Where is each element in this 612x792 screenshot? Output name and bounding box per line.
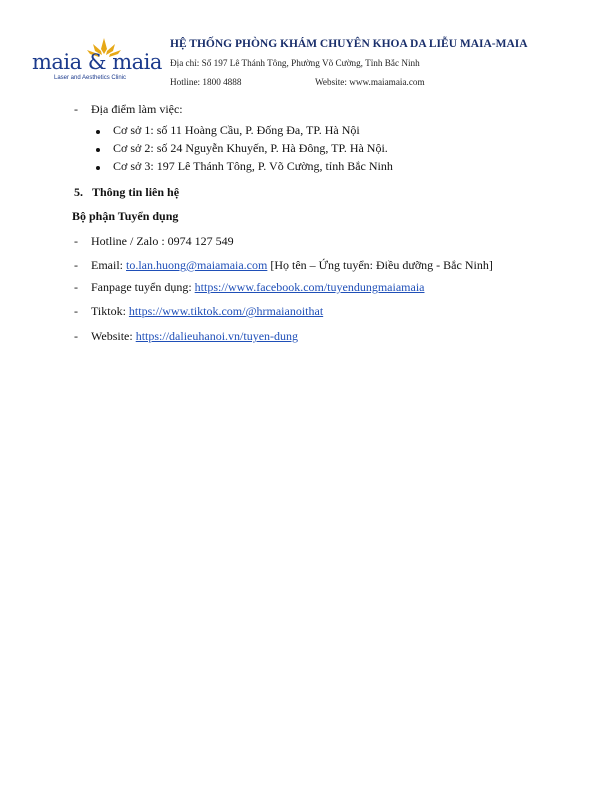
department-heading: Bộ phận Tuyển dụng (72, 209, 179, 223)
logo-subtitle: Laser and Aesthetics Clinic (54, 75, 127, 81)
website-link[interactable]: https://dalieuhanoi.vn/tuyen-dung (135, 329, 299, 343)
contact-email-row (91, 258, 493, 273)
fanpage-link[interactable]: https://www.facebook.com/tuyendungmaiamaia (194, 280, 425, 294)
contact-hotline: Hotline / Zalo : 0974 127 549 (91, 234, 234, 248)
clinic-address: Địa chỉ: Số 197 Lê Thánh Tông, Phường Võ Cường, Tỉnh Bắc Ninh (170, 58, 420, 68)
list-dash: - (74, 234, 78, 248)
list-dash: - (74, 258, 78, 272)
workplace-location-3: Cơ sở 3: 197 Lê Thánh Tông, P. Võ Cường, tỉnh Bắc Ninh (113, 159, 393, 173)
tiktok-link[interactable]: https://www.tiktok.com/@hrmaianoithat (128, 304, 324, 318)
workplace-location-2: Cơ sở 2: số 24 Nguyễn Khuyến, P. Hà Đông, TP. Hà Nội. (113, 141, 388, 155)
tiktok-label: Tiktok: (91, 304, 129, 318)
email-note: [Họ tên – Ứng tuyển: Điều dưỡng - Bắc Ninh] (267, 258, 493, 272)
clinic-logo (32, 36, 162, 86)
list-dash: - (74, 304, 78, 318)
logo-wordmark: maia & maia (32, 50, 162, 74)
email-label: Email: (91, 258, 126, 272)
clinic-website: Website: www.maiamaia.com (315, 77, 425, 87)
section-number: 5. (74, 185, 83, 199)
bullet-icon (96, 130, 100, 134)
list-dash: - (74, 329, 78, 343)
email-link[interactable]: to.lan.huong@maiamaia.com (126, 258, 268, 272)
clinic-hotline: Hotline: 1800 4888 (170, 77, 242, 87)
clinic-title: HỆ THỐNG PHÒNG KHÁM CHUYÊN KHOA DA LIỄU MAIA-MAIA (170, 38, 528, 50)
contact-website-row (91, 329, 298, 344)
fanpage-label: Fanpage tuyển dụng: (91, 280, 195, 294)
section-title: Thông tin liên hệ (92, 185, 180, 199)
contact-fanpage-row (91, 280, 424, 295)
list-dash: - (74, 102, 78, 116)
bullet-icon (96, 148, 100, 152)
workplace-location-1: Cơ sở 1: số 11 Hoàng Cầu, P. Đống Đa, TP. Hà Nội (113, 123, 360, 137)
workplace-label: Địa điểm làm việc: (91, 102, 183, 116)
bullet-icon (96, 166, 100, 170)
contact-tiktok-row (91, 304, 323, 319)
list-dash: - (74, 280, 78, 294)
website-label: Website: (91, 329, 136, 343)
